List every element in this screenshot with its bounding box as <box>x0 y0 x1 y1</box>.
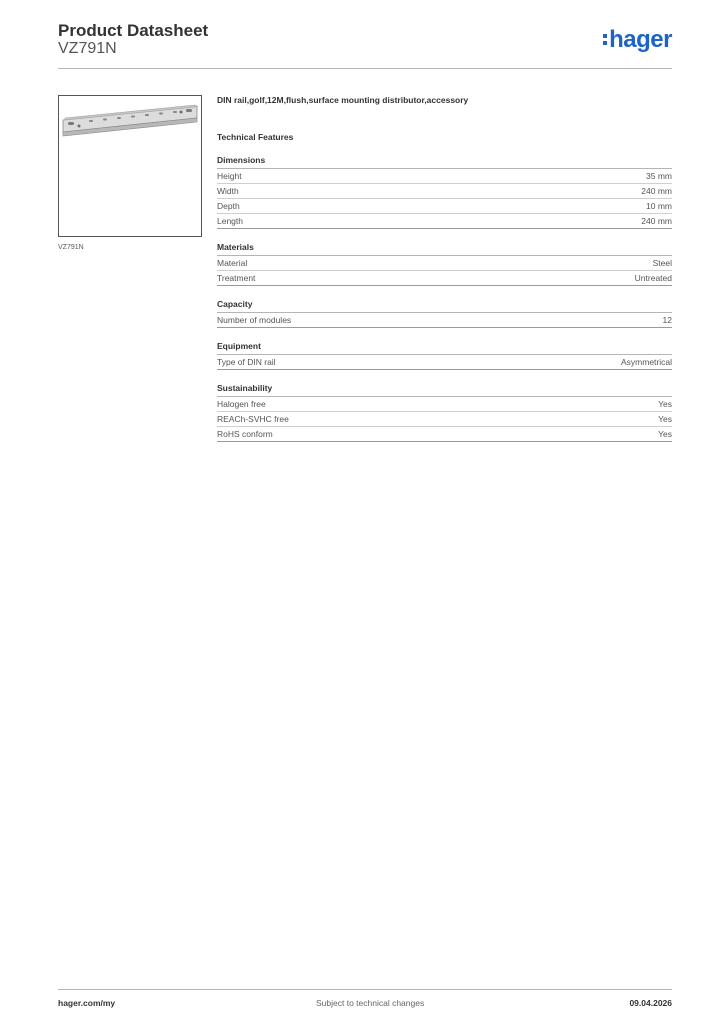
section-title: Equipment <box>217 341 672 355</box>
row-value: 240 mm <box>641 186 672 196</box>
row-label: RoHS conform <box>217 429 273 439</box>
section-materials <box>217 242 672 286</box>
row-label: Type of DIN rail <box>217 357 276 367</box>
row-value: 240 mm <box>641 216 672 226</box>
footer-website-link[interactable]: hager.com/my <box>58 998 116 1008</box>
row-value: Yes <box>658 399 672 409</box>
section-dimensions <box>217 155 672 229</box>
table-row <box>217 313 672 328</box>
section-title: Sustainability <box>217 383 672 397</box>
section-capacity <box>217 299 672 328</box>
footer-date: 09.04.2026 <box>629 998 672 1008</box>
logo-dots-icon <box>603 34 607 45</box>
row-label: Material <box>217 258 248 268</box>
table-row <box>217 427 672 442</box>
row-value: Steel <box>652 258 672 268</box>
row-label: Width <box>217 186 239 196</box>
table-row <box>217 199 672 214</box>
page-title: Product Datasheet <box>58 21 209 40</box>
table-row <box>217 169 672 184</box>
din-rail-image <box>59 96 201 236</box>
row-label: Height <box>217 171 242 181</box>
table-row <box>217 256 672 271</box>
row-label: Number of modules <box>217 315 292 325</box>
section-title: Capacity <box>217 299 672 313</box>
row-label: REACh-SVHC free <box>217 414 289 424</box>
row-value: Asymmetrical <box>620 357 672 367</box>
row-label: Treatment <box>217 273 256 283</box>
image-caption: VZ791N <box>58 244 84 251</box>
logo-text: hager <box>609 26 672 53</box>
section-title: Dimensions <box>217 155 672 169</box>
product-code: VZ791N <box>58 40 117 57</box>
section-title: Materials <box>217 242 672 256</box>
row-label: Depth <box>217 201 240 211</box>
table-row <box>217 214 672 229</box>
row-value: Yes <box>658 414 672 424</box>
table-row <box>217 184 672 199</box>
row-value: 10 mm <box>646 201 672 211</box>
technical-content <box>217 95 672 455</box>
table-row <box>217 355 672 370</box>
row-value: 35 mm <box>646 171 672 181</box>
table-row <box>217 397 672 412</box>
footer-divider <box>58 989 672 990</box>
footer-notice: Subject to technical changes <box>316 998 425 1008</box>
row-value: Untreated <box>634 273 672 283</box>
row-label: Length <box>217 216 243 226</box>
row-label: Halogen free <box>217 399 266 409</box>
table-row <box>217 271 672 286</box>
product-image-frame <box>58 95 202 237</box>
row-value: 12 <box>662 315 672 325</box>
section-equipment <box>217 341 672 370</box>
section-sustainability <box>217 383 672 442</box>
hager-logo <box>603 27 672 53</box>
technical-features-title: Technical Features <box>217 132 294 142</box>
table-row <box>217 412 672 427</box>
product-description: DIN rail,golf,12M,flush,surface mounting distributor,accessory <box>217 95 469 105</box>
row-value: Yes <box>658 429 672 439</box>
header-divider <box>58 68 672 69</box>
